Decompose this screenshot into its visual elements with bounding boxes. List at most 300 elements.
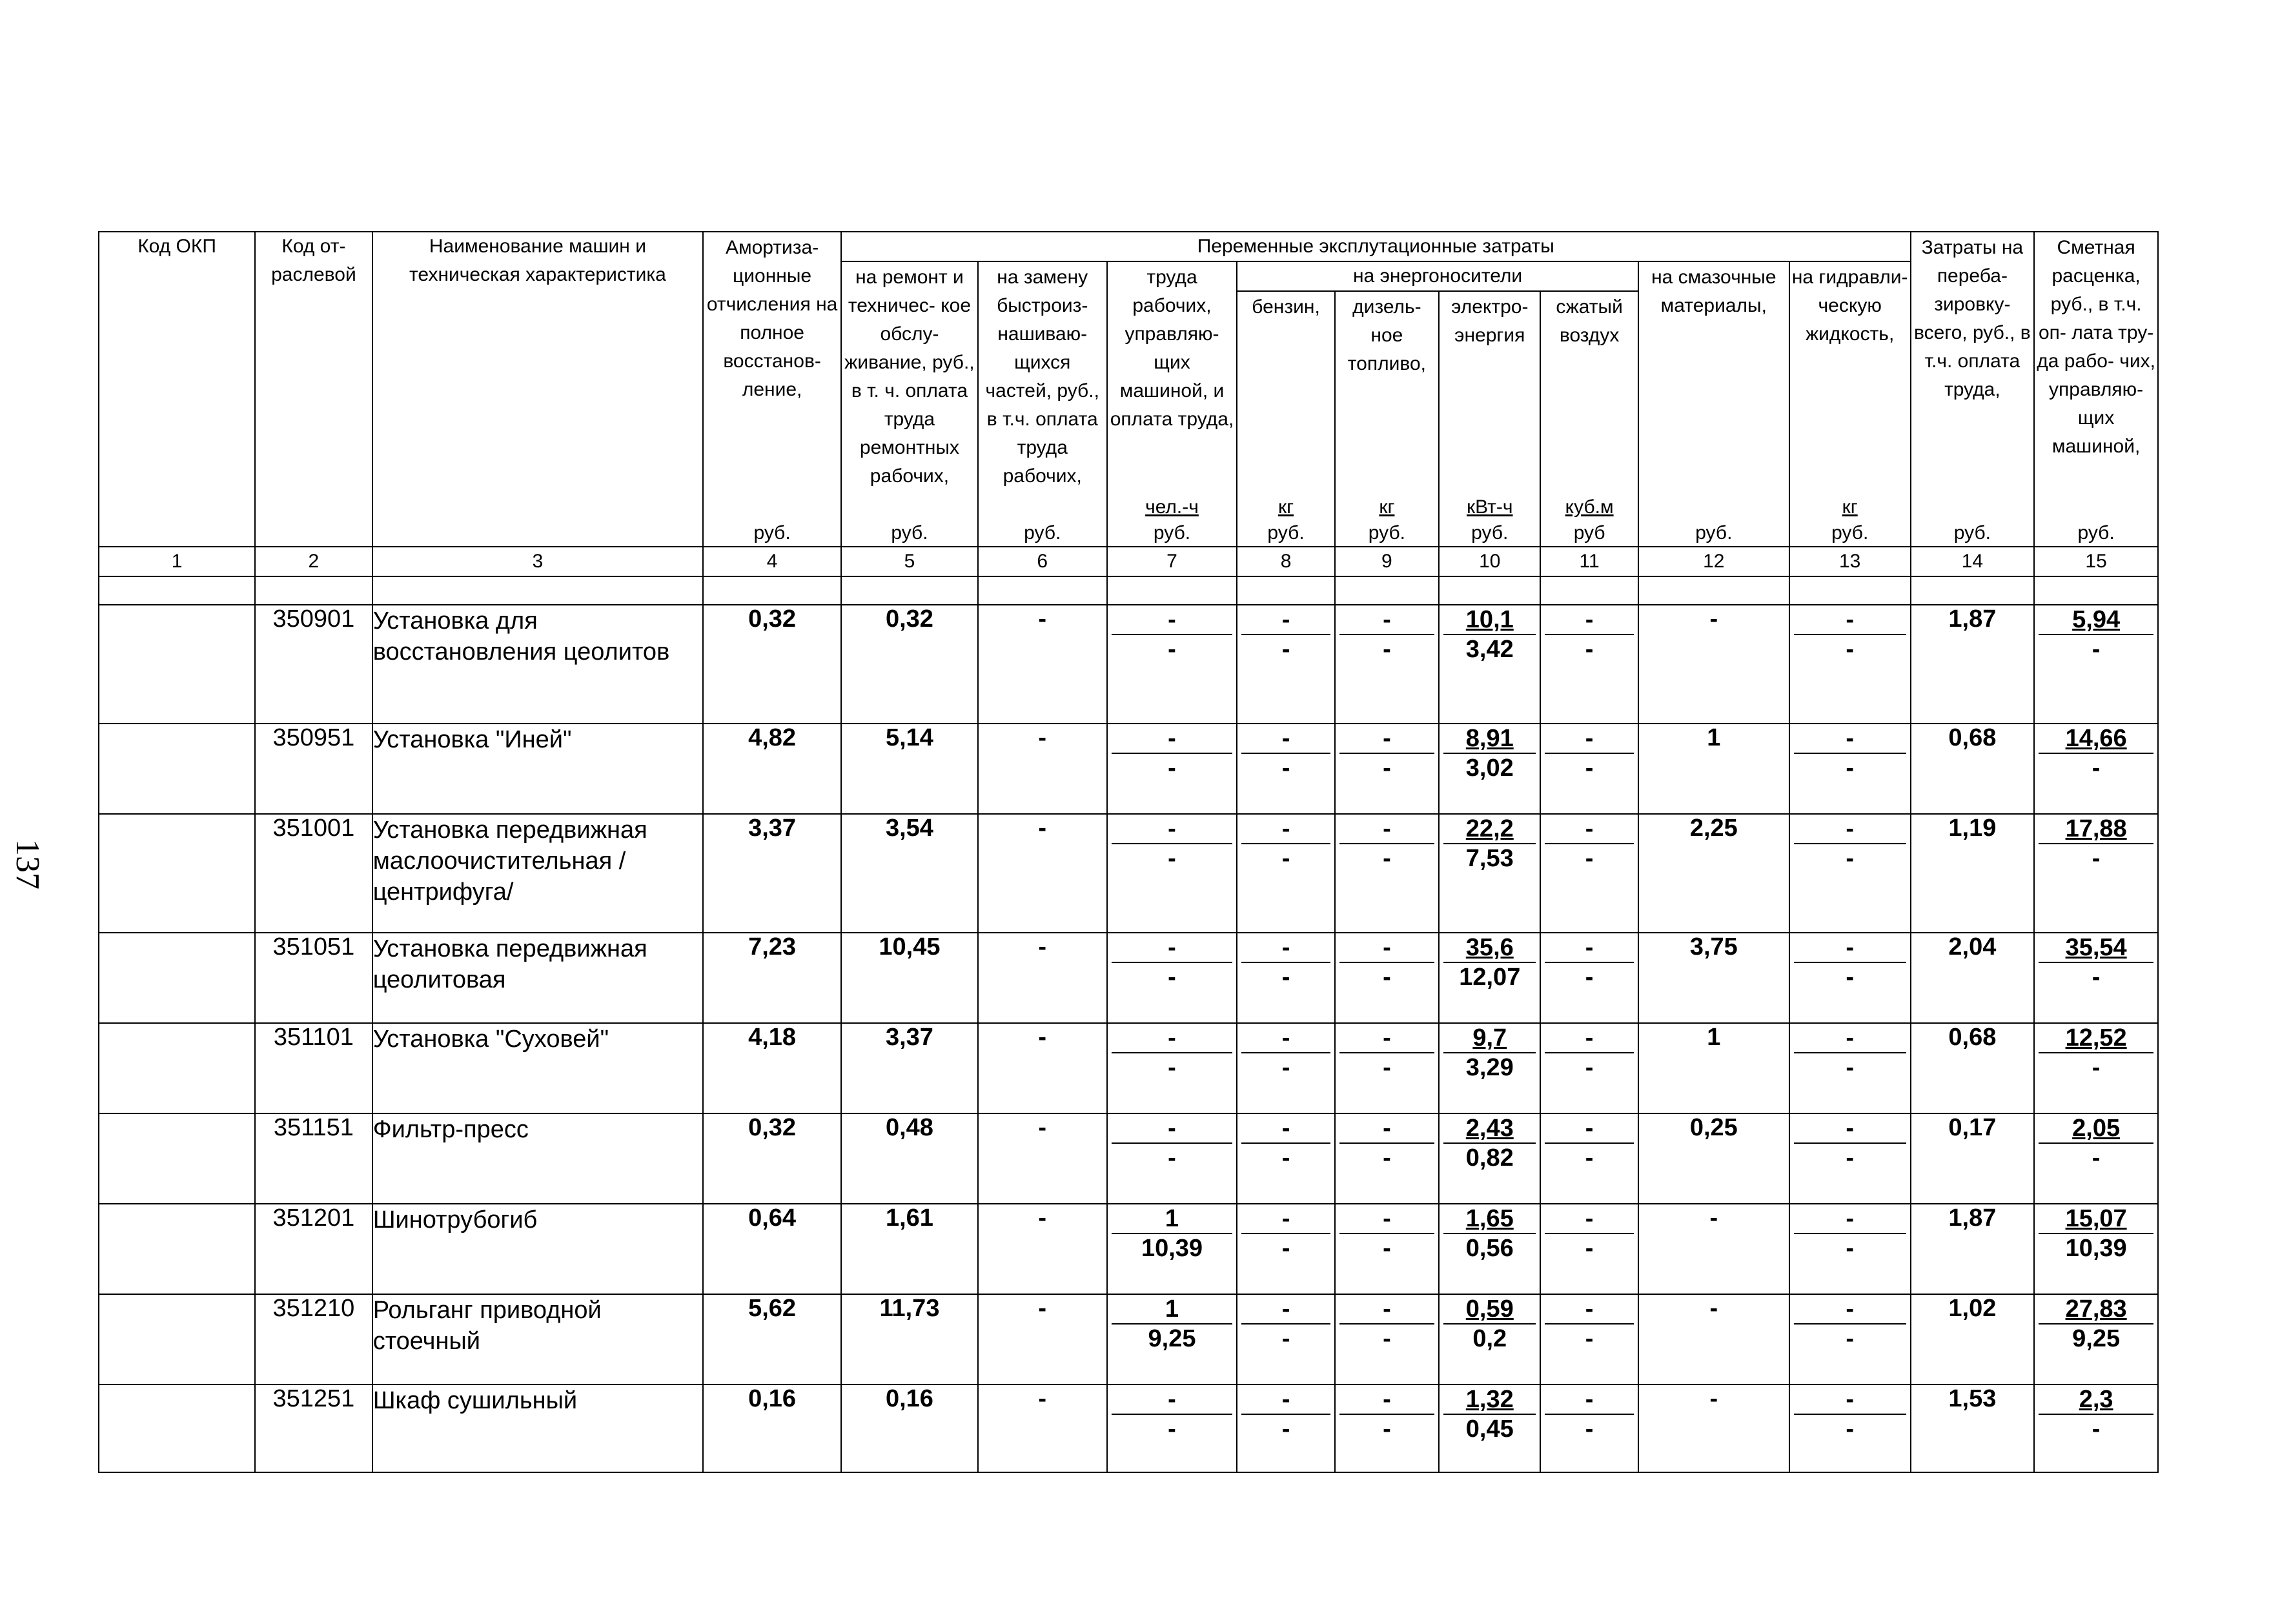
estimate-rate-cell [2034, 605, 2158, 724]
hydraulic-cell-primary: - [1794, 1295, 1906, 1325]
diesel-cell-primary: - [1339, 1114, 1434, 1144]
petrol-cell [1237, 724, 1334, 814]
machine-name-cell: Установка "Иней" [372, 724, 703, 814]
column-number: 6 [978, 547, 1107, 576]
diesel-cell [1335, 1294, 1439, 1385]
estimate-rate-cell-primary: 2,3 [2039, 1385, 2153, 1415]
diesel-cell-primary: - [1339, 1295, 1434, 1325]
machine-name-cell: Установка "Суховей" [372, 1023, 703, 1113]
petrol-cell [1237, 1294, 1334, 1385]
diesel-cell [1335, 814, 1439, 933]
header-relocation [1911, 232, 2035, 547]
hydraulic-cell [1789, 1023, 1911, 1113]
electricity-cell [1439, 814, 1540, 933]
header-energy: на энергоносители [1237, 261, 1638, 291]
petrol-cell-primary: - [1241, 1114, 1330, 1144]
petrol-cell [1237, 1023, 1334, 1113]
electricity-cell-primary: 8,91 [1443, 724, 1536, 754]
electricity-cell-secondary: 7,53 [1465, 845, 1514, 872]
diesel-cell-secondary: - [1383, 1144, 1391, 1172]
compressed-air-cell [1540, 814, 1638, 933]
diesel-cell-secondary: - [1383, 1416, 1391, 1443]
hydraulic-cell [1789, 1385, 1911, 1472]
branch-code-cell: 351201 [255, 1204, 372, 1294]
header-lubricants [1638, 261, 1789, 547]
electricity-cell-secondary: 0,82 [1465, 1144, 1514, 1172]
hydraulic-cell-secondary: - [1846, 1416, 1855, 1443]
compressed-air-cell-primary: - [1545, 1204, 1633, 1234]
branch-code-cell: 351210 [255, 1294, 372, 1385]
diesel-cell-secondary: - [1383, 964, 1391, 991]
petrol-cell-primary: - [1241, 1295, 1330, 1325]
okp-code-cell [99, 724, 255, 814]
hydraulic-cell-primary: - [1794, 724, 1906, 754]
estimate-rate-cell-primary: 27,83 [2039, 1295, 2153, 1325]
diesel-cell-secondary: - [1383, 1054, 1391, 1081]
electricity-cell [1439, 933, 1540, 1023]
repair-cell: 3,54 [841, 814, 978, 933]
labor-cell-primary: - [1112, 815, 1233, 844]
parts-cell: - [978, 724, 1107, 814]
hydraulic-cell-primary: - [1794, 1385, 1906, 1415]
hydraulic-cell [1789, 1113, 1911, 1204]
diesel-cell-primary: - [1339, 1024, 1434, 1053]
column-number: 12 [1638, 547, 1789, 576]
relocation-cell: 0,17 [1911, 1113, 2035, 1204]
petrol-cell-primary: - [1241, 815, 1330, 844]
okp-code-cell [99, 1113, 255, 1204]
diesel-cell-primary: - [1339, 1385, 1434, 1415]
table-row [99, 1294, 2158, 1385]
header-compressed-air-unit2: руб [1573, 522, 1605, 543]
okp-code-cell [99, 1204, 255, 1294]
machine-name-cell: Установка передвижная маслоочистительная /центрифуга/ [372, 814, 703, 933]
machine-name-cell: Шинотрубогиб [372, 1204, 703, 1294]
labor-cell-primary: - [1112, 1114, 1233, 1144]
header-hydraulic [1789, 261, 1911, 547]
petrol-cell-secondary: - [1281, 636, 1290, 663]
electricity-cell [1439, 1023, 1540, 1113]
petrol-cell-primary: - [1241, 605, 1330, 635]
header-branch-code: Код от- раслевой [255, 232, 372, 547]
repair-cell: 0,32 [841, 605, 978, 724]
branch-code-cell: 351151 [255, 1113, 372, 1204]
petrol-cell-primary: - [1241, 1385, 1330, 1415]
okp-code-cell [99, 814, 255, 933]
hydraulic-cell [1789, 605, 1911, 724]
header-petrol-unit1 [1237, 494, 1334, 520]
diesel-cell-secondary: - [1383, 1235, 1391, 1262]
column-number: 9 [1335, 547, 1439, 576]
header-compressed-air-unit1-text: куб.м [1565, 496, 1614, 518]
parts-cell: - [978, 605, 1107, 724]
hydraulic-cell-secondary: - [1846, 1054, 1855, 1081]
depreciation-cell: 4,82 [703, 724, 841, 814]
header-diesel [1335, 291, 1439, 547]
electricity-cell-secondary: 0,56 [1465, 1235, 1514, 1262]
diesel-cell-primary: - [1339, 933, 1434, 963]
compressed-air-cell-secondary: - [1585, 1235, 1594, 1262]
hydraulic-cell-primary: - [1794, 605, 1906, 635]
electricity-cell-primary: 9,7 [1443, 1024, 1536, 1053]
column-number: 3 [372, 547, 703, 576]
compressed-air-cell [1540, 1023, 1638, 1113]
branch-code-cell: 351001 [255, 814, 372, 933]
header-electricity-unit2: руб. [1471, 522, 1509, 543]
petrol-cell [1237, 1385, 1334, 1472]
estimate-rate-cell-primary: 2,05 [2039, 1114, 2153, 1144]
header-relocation-text: Затраты на переба- зировку- всего, руб., в т.ч. оплата труда, [1914, 237, 2031, 400]
table-row [99, 814, 2158, 933]
header-compressed-air [1540, 291, 1638, 547]
header-depreciation [703, 232, 841, 547]
column-number: 11 [1540, 547, 1638, 576]
labor-cell [1107, 814, 1237, 933]
labor-cell [1107, 1385, 1237, 1472]
okp-code-cell [99, 1385, 255, 1472]
header-labor-unit1 [1108, 494, 1237, 520]
header-petrol [1237, 291, 1334, 547]
column-number: 4 [703, 547, 841, 576]
header-okp-code: Код ОКП [99, 232, 255, 547]
hydraulic-cell [1789, 1204, 1911, 1294]
hydraulic-cell-secondary: - [1846, 845, 1855, 872]
diesel-cell [1335, 1385, 1439, 1472]
diesel-cell [1335, 1204, 1439, 1294]
estimate-rate-cell-primary: 35,54 [2039, 933, 2153, 963]
relocation-cell: 1,53 [1911, 1385, 2035, 1472]
petrol-cell-secondary: - [1281, 1416, 1290, 1443]
electricity-cell [1439, 1385, 1540, 1472]
diesel-cell-primary: - [1339, 605, 1434, 635]
labor-cell-primary: - [1112, 1024, 1233, 1053]
diesel-cell [1335, 933, 1439, 1023]
electricity-cell-secondary: 0,2 [1472, 1325, 1507, 1352]
compressed-air-cell [1540, 1113, 1638, 1204]
labor-cell-primary: - [1112, 605, 1233, 635]
branch-code-cell: 350951 [255, 724, 372, 814]
labor-cell-primary: - [1112, 724, 1233, 754]
compressed-air-cell-secondary: - [1585, 964, 1594, 991]
petrol-cell-secondary: - [1281, 964, 1290, 991]
petrol-cell-primary: - [1241, 933, 1330, 963]
compressed-air-cell-secondary: - [1585, 1325, 1594, 1352]
petrol-cell-primary: - [1241, 1024, 1330, 1053]
estimate-rate-cell [2034, 814, 2158, 933]
labor-cell-secondary: - [1168, 964, 1176, 991]
diesel-cell [1335, 605, 1439, 724]
repair-cell: 0,16 [841, 1385, 978, 1472]
petrol-cell [1237, 1204, 1334, 1294]
table-row [99, 605, 2158, 724]
electricity-cell [1439, 1204, 1540, 1294]
header-electricity-unit1-text: кВт-ч [1467, 496, 1513, 518]
petrol-cell [1237, 1113, 1334, 1204]
hydraulic-cell-secondary: - [1846, 1144, 1855, 1172]
estimate-rate-cell [2034, 1113, 2158, 1204]
machine-name-cell: Установка передвижная цеолитовая [372, 933, 703, 1023]
labor-cell-secondary: - [1168, 755, 1176, 782]
labor-cell-secondary: - [1168, 1054, 1176, 1081]
branch-code-cell: 351251 [255, 1385, 372, 1472]
hydraulic-cell [1789, 814, 1911, 933]
compressed-air-cell-secondary: - [1585, 1054, 1594, 1081]
compressed-air-cell [1540, 1204, 1638, 1294]
labor-cell [1107, 1023, 1237, 1113]
electricity-cell-primary: 1,65 [1443, 1204, 1536, 1234]
machine-name-cell: Шкаф сушильный [372, 1385, 703, 1472]
parts-cell: - [978, 1294, 1107, 1385]
depreciation-cell: 0,64 [703, 1204, 841, 1294]
header-relocation-unit: руб. [1953, 522, 1991, 543]
electricity-cell-primary: 2,43 [1443, 1114, 1536, 1144]
lubricants-cell: 1 [1638, 724, 1789, 814]
electricity-cell-secondary: 3,42 [1465, 636, 1514, 663]
lubricants-cell: - [1638, 1385, 1789, 1472]
compressed-air-cell-primary: - [1545, 1024, 1633, 1053]
compressed-air-cell-secondary: - [1585, 1416, 1594, 1443]
estimate-rate-cell [2034, 1294, 2158, 1385]
branch-code-cell: 351051 [255, 933, 372, 1023]
relocation-cell: 2,04 [1911, 933, 2035, 1023]
repair-cell: 5,14 [841, 724, 978, 814]
column-number: 8 [1237, 547, 1334, 576]
column-number: 15 [2034, 547, 2158, 576]
relocation-cell: 1,02 [1911, 1294, 2035, 1385]
hydraulic-cell-secondary: - [1846, 964, 1855, 991]
header-depreciation-unit: руб. [753, 522, 791, 543]
electricity-cell [1439, 1294, 1540, 1385]
header-labor [1107, 261, 1237, 547]
header-diesel-unit1-text: кг [1379, 496, 1395, 518]
estimate-rate-cell-secondary: - [2092, 845, 2101, 872]
labor-cell [1107, 1113, 1237, 1204]
petrol-cell-primary: - [1241, 1204, 1330, 1234]
petrol-cell [1237, 814, 1334, 933]
header-lubricants-unit: руб. [1695, 522, 1733, 543]
depreciation-cell: 3,37 [703, 814, 841, 933]
column-number: 1 [99, 547, 255, 576]
relocation-cell: 0,68 [1911, 724, 2035, 814]
compressed-air-cell-primary: - [1545, 815, 1633, 844]
header-electricity-unit1 [1440, 494, 1540, 520]
labor-cell-secondary: 10,39 [1141, 1235, 1203, 1262]
petrol-cell [1237, 605, 1334, 724]
compressed-air-cell-secondary: - [1585, 755, 1594, 782]
relocation-cell: 1,87 [1911, 605, 2035, 724]
petrol-cell [1237, 933, 1334, 1023]
lubricants-cell: - [1638, 1294, 1789, 1385]
header-compressed-air-text: сжатый воздух [1556, 296, 1623, 346]
labor-cell-primary: - [1112, 1385, 1233, 1415]
depreciation-cell: 5,62 [703, 1294, 841, 1385]
repair-cell: 10,45 [841, 933, 978, 1023]
column-number: 5 [841, 547, 978, 576]
relocation-cell: 1,87 [1911, 1204, 2035, 1294]
header-hydraulic-unit2: руб. [1831, 522, 1869, 543]
header-hydraulic-unit1 [1790, 494, 1910, 520]
diesel-cell-secondary: - [1383, 636, 1391, 663]
compressed-air-cell-primary: - [1545, 1385, 1633, 1415]
depreciation-cell: 0,16 [703, 1385, 841, 1472]
parts-cell: - [978, 1023, 1107, 1113]
table-row [99, 1023, 2158, 1113]
compressed-air-cell-secondary: - [1585, 636, 1594, 663]
labor-cell [1107, 605, 1237, 724]
electricity-cell-secondary: 3,02 [1465, 755, 1514, 782]
lubricants-cell: 3,75 [1638, 933, 1789, 1023]
header-labor-unit1-text: чел.-ч [1145, 496, 1199, 518]
header-machine-name: Наименование машин и техническая характеристика [372, 232, 703, 547]
repair-cell: 11,73 [841, 1294, 978, 1385]
header-variable-costs: Переменные эксплутационные затраты [841, 232, 1911, 261]
electricity-cell-primary: 0,59 [1443, 1295, 1536, 1325]
petrol-cell-secondary: - [1281, 755, 1290, 782]
header-electricity-text: электро- энергия [1451, 296, 1529, 346]
lubricants-cell: 0,25 [1638, 1113, 1789, 1204]
parts-cell: - [978, 933, 1107, 1023]
estimate-rate-cell-secondary: 10,39 [2065, 1235, 2127, 1262]
header-diesel-unit2: руб. [1368, 522, 1405, 543]
machine-name-cell: Фильтр-пресс [372, 1113, 703, 1204]
hydraulic-cell-secondary: - [1846, 636, 1855, 663]
electricity-cell-primary: 22,2 [1443, 815, 1536, 844]
parts-cell: - [978, 814, 1107, 933]
parts-cell: - [978, 1204, 1107, 1294]
header-diesel-unit1 [1336, 494, 1438, 520]
header-parts-text: на замену быстроиз- нашиваю- щихся частей, руб., в т.ч. оплата труда рабочих, [985, 267, 1099, 487]
hydraulic-cell [1789, 933, 1911, 1023]
labor-cell-secondary: - [1168, 1416, 1176, 1443]
header-compressed-air-unit1 [1541, 494, 1637, 520]
compressed-air-cell-primary: - [1545, 724, 1633, 754]
estimate-rate-cell-secondary: 9,25 [2072, 1325, 2121, 1352]
table-body [99, 576, 2158, 1472]
header-estimate-rate-unit: руб. [2077, 522, 2115, 543]
diesel-cell-secondary: - [1383, 755, 1391, 782]
header-diesel-text: дизель- ное топливо, [1347, 296, 1426, 374]
lubricants-cell: 2,25 [1638, 814, 1789, 933]
estimate-rate-cell-secondary: - [2092, 1054, 2101, 1081]
branch-code-cell: 350901 [255, 605, 372, 724]
compressed-air-cell [1540, 605, 1638, 724]
branch-code-cell: 351101 [255, 1023, 372, 1113]
table-row [99, 1385, 2158, 1472]
machine-rates-table [98, 231, 2159, 1473]
okp-code-cell [99, 1023, 255, 1113]
compressed-air-cell [1540, 1294, 1638, 1385]
estimate-rate-cell [2034, 1204, 2158, 1294]
hydraulic-cell [1789, 1294, 1911, 1385]
estimate-rate-cell-secondary: - [2092, 1144, 2101, 1172]
estimate-rate-cell [2034, 1023, 2158, 1113]
labor-cell-primary: 1 [1112, 1204, 1233, 1234]
header-repair [841, 261, 978, 547]
estimate-rate-cell-secondary: - [2092, 1416, 2101, 1443]
diesel-cell [1335, 1023, 1439, 1113]
compressed-air-cell-secondary: - [1585, 845, 1594, 872]
table-row [99, 1113, 2158, 1204]
petrol-cell-secondary: - [1281, 1325, 1290, 1352]
header-estimate-rate-text: Сметная расценка, руб., в т.ч. оп- лата тру- да рабо- чих, управляю- щих машиной, [2037, 237, 2156, 457]
repair-cell: 3,37 [841, 1023, 978, 1113]
compressed-air-cell-primary: - [1545, 933, 1633, 963]
electricity-cell [1439, 1113, 1540, 1204]
table-row [99, 724, 2158, 814]
estimate-rate-cell-primary: 17,88 [2039, 815, 2153, 844]
estimate-rate-cell [2034, 933, 2158, 1023]
hydraulic-cell-primary: - [1794, 1114, 1906, 1144]
header-parts [978, 261, 1107, 547]
column-number: 13 [1789, 547, 1911, 576]
diesel-cell-secondary: - [1383, 845, 1391, 872]
okp-code-cell [99, 933, 255, 1023]
electricity-cell-secondary: 12,07 [1459, 964, 1521, 991]
labor-cell-secondary: - [1168, 1144, 1176, 1172]
header-estimate-rate [2034, 232, 2158, 547]
depreciation-cell: 0,32 [703, 605, 841, 724]
estimate-rate-cell-secondary: - [2092, 636, 2101, 663]
header-hydraulic-unit1-text: кг [1842, 496, 1858, 518]
petrol-cell-primary: - [1241, 724, 1330, 754]
header-petrol-unit1-text: кг [1277, 496, 1294, 518]
compressed-air-cell-secondary: - [1585, 1144, 1594, 1172]
petrol-cell-secondary: - [1281, 1054, 1290, 1081]
header-gap-row [99, 576, 2158, 605]
electricity-cell [1439, 605, 1540, 724]
diesel-cell-primary: - [1339, 1204, 1434, 1234]
labor-cell [1107, 1204, 1237, 1294]
compressed-air-cell [1540, 724, 1638, 814]
depreciation-cell: 7,23 [703, 933, 841, 1023]
diesel-cell-primary: - [1339, 815, 1434, 844]
parts-cell: - [978, 1385, 1107, 1472]
estimate-rate-cell-primary: 12,52 [2039, 1024, 2153, 1053]
hydraulic-cell-primary: - [1794, 1024, 1906, 1053]
hydraulic-cell-secondary: - [1846, 755, 1855, 782]
repair-cell: 1,61 [841, 1204, 978, 1294]
estimate-rate-cell [2034, 724, 2158, 814]
header-labor-unit2: руб. [1153, 522, 1191, 543]
labor-cell-secondary: - [1168, 845, 1176, 872]
hydraulic-cell [1789, 724, 1911, 814]
parts-cell: - [978, 1113, 1107, 1204]
column-number: 2 [255, 547, 372, 576]
electricity-cell-primary: 1,32 [1443, 1385, 1536, 1415]
electricity-cell-primary: 35,6 [1443, 933, 1536, 963]
header-petrol-unit2: руб. [1267, 522, 1305, 543]
hydraulic-cell-secondary: - [1846, 1325, 1855, 1352]
estimate-rate-cell-primary: 15,07 [2039, 1204, 2153, 1234]
depreciation-cell: 4,18 [703, 1023, 841, 1113]
estimate-rate-cell-primary: 14,66 [2039, 724, 2153, 754]
labor-cell-secondary: 9,25 [1148, 1325, 1196, 1352]
compressed-air-cell-primary: - [1545, 1114, 1633, 1144]
compressed-air-cell [1540, 1385, 1638, 1472]
column-number: 14 [1911, 547, 2035, 576]
labor-cell [1107, 933, 1237, 1023]
compressed-air-cell [1540, 933, 1638, 1023]
header-repair-text: на ремонт и техничес- кое обслу- живание, руб., в т. ч. оплата труда ремонтных рабочих, [844, 267, 975, 487]
okp-code-cell [99, 605, 255, 724]
hydraulic-cell-primary: - [1794, 933, 1906, 963]
rates-table-sheet [98, 231, 2159, 1473]
estimate-rate-cell-secondary: - [2092, 755, 2101, 782]
header-hydraulic-text: на гидравли- ческую жидкость, [1791, 267, 1908, 345]
labor-cell-primary: 1 [1112, 1295, 1233, 1325]
column-number: 10 [1439, 547, 1540, 576]
header-parts-unit: руб. [1024, 522, 1061, 543]
